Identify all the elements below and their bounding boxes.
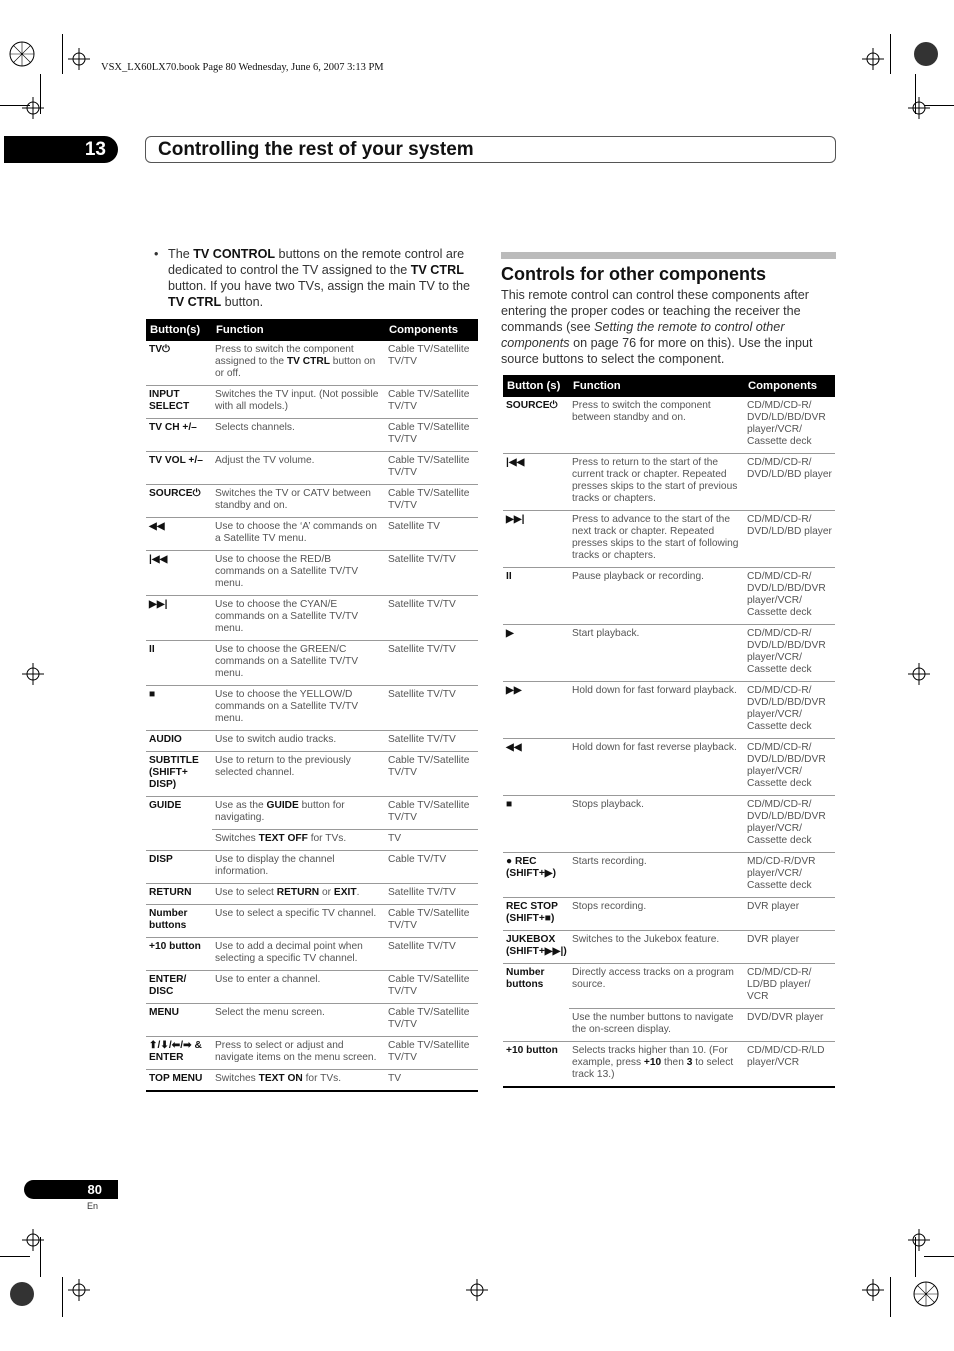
table-row bbox=[146, 905, 478, 938]
button-cell: TV⏻ bbox=[146, 341, 212, 386]
table-row bbox=[503, 625, 835, 682]
col-header: Button(s) bbox=[146, 319, 212, 341]
function-cell: Use as the GUIDE button for navigating. bbox=[212, 797, 385, 830]
intro-paragraph: • The TV CONTROL buttons on the remote control are dedicated to control the TV assigned to the TV CTRL button. If you have two TVs, assign the main TV to the TV CTRL button. bbox=[154, 247, 470, 309]
function-cell: Selects channels. bbox=[212, 419, 385, 452]
function-cell: Stops recording. bbox=[569, 898, 744, 931]
function-cell: Hold down for fast reverse playback. bbox=[569, 739, 744, 796]
crosshair-icon bbox=[466, 1279, 488, 1301]
button-cell: DISP bbox=[146, 851, 212, 884]
bullet: • bbox=[154, 247, 159, 261]
function-cell: Hold down for fast forward playback. bbox=[569, 682, 744, 739]
table-row bbox=[503, 898, 835, 931]
button-cell: |◀◀ bbox=[503, 454, 569, 511]
col-header: Components bbox=[385, 319, 478, 341]
registration-mark-icon bbox=[912, 40, 940, 68]
section-heading: Controls for other components bbox=[501, 264, 766, 284]
registration-mark-icon bbox=[912, 1280, 940, 1308]
table-row bbox=[146, 971, 478, 1004]
function-cell: Use the number buttons to navigate the on-screen display. bbox=[569, 1009, 744, 1042]
crosshair-icon bbox=[22, 97, 44, 119]
button-cell: MENU bbox=[146, 1004, 212, 1037]
components-cell: Satellite TV/TV bbox=[385, 686, 478, 731]
function-cell: Press to switch the component assigned to the TV CTRL button on or off. bbox=[212, 341, 385, 386]
components-cell: Satellite TV bbox=[385, 518, 478, 551]
table-row bbox=[146, 938, 478, 971]
table-row bbox=[146, 551, 478, 596]
button-cell: II bbox=[503, 568, 569, 625]
components-cell: Satellite TV/TV bbox=[385, 551, 478, 596]
components-cell: Satellite TV/TV bbox=[385, 731, 478, 752]
button-cell: ▶▶| bbox=[146, 596, 212, 641]
crosshair-icon bbox=[862, 1279, 884, 1301]
components-cell: CD/MD/CD-R/ DVD/LD/BD/DVR player/VCR/ Cassette deck bbox=[744, 682, 835, 739]
function-cell: Use to choose the RED/B commands on a Satellite TV/TV menu. bbox=[212, 551, 385, 596]
table-row bbox=[146, 419, 478, 452]
function-cell: Select the menu screen. bbox=[212, 1004, 385, 1037]
col-header: Function bbox=[569, 375, 744, 397]
table-row bbox=[146, 641, 478, 686]
table-row bbox=[503, 682, 835, 739]
table-row bbox=[146, 596, 478, 641]
table-row bbox=[146, 851, 478, 884]
registration-mark-icon bbox=[8, 1280, 36, 1308]
function-cell: Use to switch audio tracks. bbox=[212, 731, 385, 752]
table-row bbox=[146, 341, 478, 386]
components-cell: TV bbox=[385, 830, 478, 851]
components-cell: Cable TV/Satellite TV/TV bbox=[385, 485, 478, 518]
function-cell: Press to return to the start of the current track or chapter. Repeated presses skips to the start of previous tracks or chapters. bbox=[569, 454, 744, 511]
button-cell: ● REC (SHIFT+▶) bbox=[503, 853, 569, 898]
button-cell: ▶▶ bbox=[503, 682, 569, 739]
components-cell: Satellite TV/TV bbox=[385, 884, 478, 905]
button-cell: JUKEBOX (SHIFT+▶▶|) bbox=[503, 931, 569, 964]
crosshair-icon bbox=[908, 97, 930, 119]
components-cell: Cable TV/Satellite TV/TV bbox=[385, 341, 478, 386]
table-row bbox=[146, 1004, 478, 1037]
function-cell: Directly access tracks on a program source. bbox=[569, 964, 744, 1009]
button-cell: ▶ bbox=[503, 625, 569, 682]
col-header: Components bbox=[744, 375, 835, 397]
col-header: Button (s) bbox=[503, 375, 569, 397]
components-cell: CD/MD/CD-R/ DVD/LD/BD/DVR player/VCR/ Cassette deck bbox=[744, 739, 835, 796]
function-cell: Switches TEXT ON for TVs. bbox=[212, 1070, 385, 1092]
button-cell: ■ bbox=[503, 796, 569, 853]
function-cell: Switches to the Jukebox feature. bbox=[569, 931, 744, 964]
table-row bbox=[146, 386, 478, 419]
function-cell: Press to switch the component between standby and on. bbox=[569, 397, 744, 454]
components-cell: DVR player bbox=[744, 898, 835, 931]
table-row bbox=[146, 797, 478, 830]
button-cell: ⬆/⬇/⬅/➡ & ENTER bbox=[146, 1037, 212, 1070]
components-cell: Cable TV/Satellite TV/TV bbox=[385, 386, 478, 419]
components-cell: TV bbox=[385, 1070, 478, 1092]
function-cell: Use to choose the GREEN/C commands on a Satellite TV/TV menu. bbox=[212, 641, 385, 686]
button-cell: ENTER/ DISC bbox=[146, 971, 212, 1004]
components-cell: Satellite TV/TV bbox=[385, 938, 478, 971]
function-cell: Pause playback or recording. bbox=[569, 568, 744, 625]
col-header: Function bbox=[212, 319, 385, 341]
table-row bbox=[146, 731, 478, 752]
button-cell: Number buttons bbox=[503, 964, 569, 1042]
components-cell: Cable TV/Satellite TV/TV bbox=[385, 1004, 478, 1037]
crosshair-icon bbox=[862, 48, 884, 70]
table-row bbox=[503, 796, 835, 853]
button-cell: +10 button bbox=[146, 938, 212, 971]
components-cell: Cable TV/Satellite TV/TV bbox=[385, 752, 478, 797]
function-cell: Press to select or adjust and navigate items on the menu screen. bbox=[212, 1037, 385, 1070]
table-row bbox=[146, 1037, 478, 1070]
button-cell: ◀◀ bbox=[146, 518, 212, 551]
table-row bbox=[503, 1042, 835, 1088]
button-cell: AUDIO bbox=[146, 731, 212, 752]
crosshair-icon bbox=[22, 663, 44, 685]
components-cell: CD/MD/CD-R/LD player/VCR bbox=[744, 1042, 835, 1088]
components-cell: Cable TV/Satellite TV/TV bbox=[385, 1037, 478, 1070]
components-cell: Cable TV/Satellite TV/TV bbox=[385, 419, 478, 452]
function-cell: Use to choose the CYAN/E commands on a Satellite TV/TV menu. bbox=[212, 596, 385, 641]
table-row bbox=[503, 454, 835, 511]
table-row bbox=[503, 931, 835, 964]
section-paragraph: This remote control can control these components after entering the proper codes or teaching the receiver the commands (see Setting the remote to control other components on page 76 for more on this). Use the input source buttons to select the component. bbox=[501, 288, 813, 366]
function-cell: Press to advance to the start of the next track or chapter. Repeated presses skips to the start of following tracks or chapters. bbox=[569, 511, 744, 568]
function-cell: Use to enter a channel. bbox=[212, 971, 385, 1004]
crosshair-icon bbox=[908, 663, 930, 685]
table-row bbox=[503, 853, 835, 898]
function-cell: Switches TEXT OFF for TVs. bbox=[212, 830, 385, 851]
file-meta-line: VSX_LX60LX70.book Page 80 Wednesday, June 6, 2007 3:13 PM bbox=[101, 62, 384, 73]
components-cell: CD/MD/CD-R/ DVD/LD/BD/DVR player/VCR/ Cassette deck bbox=[744, 568, 835, 625]
button-cell: |◀◀ bbox=[146, 551, 212, 596]
function-cell: Use to add a decimal point when selecting a specific TV channel. bbox=[212, 938, 385, 971]
table-body bbox=[146, 341, 478, 1091]
function-cell: Use to choose the YELLOW/D commands on a Satellite TV/TV menu. bbox=[212, 686, 385, 731]
components-cell: CD/MD/CD-R/ DVD/LD/BD/DVR player/VCR/ Cassette deck bbox=[744, 796, 835, 853]
components-cell: Satellite TV/TV bbox=[385, 641, 478, 686]
function-cell: Use to select RETURN or EXIT. bbox=[212, 884, 385, 905]
components-cell: Cable TV/Satellite TV/TV bbox=[385, 905, 478, 938]
function-cell: Selects tracks higher than 10. (For example, press +10 then 3 to select track 13.) bbox=[569, 1042, 744, 1088]
button-cell: RETURN bbox=[146, 884, 212, 905]
components-cell: Cable TV/Satellite TV/TV bbox=[385, 797, 478, 830]
table-row bbox=[503, 397, 835, 454]
button-cell: SUBTITLE (SHIFT+ DISP) bbox=[146, 752, 212, 797]
table-row bbox=[146, 884, 478, 905]
components-cell: Cable TV/Satellite TV/TV bbox=[385, 452, 478, 485]
function-cell: Stops playback. bbox=[569, 796, 744, 853]
table-row bbox=[146, 452, 478, 485]
registration-mark-icon bbox=[8, 40, 36, 68]
chapter-title: Controlling the rest of your system bbox=[145, 136, 836, 163]
button-cell: SOURCE⏻ bbox=[146, 485, 212, 518]
function-cell: Use to choose the ‘A’ commands on a Satellite TV menu. bbox=[212, 518, 385, 551]
components-cell: Cable TV/TV bbox=[385, 851, 478, 884]
function-cell: Starts recording. bbox=[569, 853, 744, 898]
function-cell: Use to select a specific TV channel. bbox=[212, 905, 385, 938]
function-cell: Adjust the TV volume. bbox=[212, 452, 385, 485]
table-row bbox=[503, 964, 835, 1009]
table-row bbox=[146, 485, 478, 518]
button-cell: ◀◀ bbox=[503, 739, 569, 796]
components-cell: DVD/DVR player bbox=[744, 1009, 835, 1042]
table-row bbox=[146, 752, 478, 797]
button-cell: TV CH +/– bbox=[146, 419, 212, 452]
components-cell: CD/MD/CD-R/ DVD/LD/BD player bbox=[744, 454, 835, 511]
button-cell: TOP MENU bbox=[146, 1070, 212, 1092]
table-row bbox=[503, 739, 835, 796]
function-cell: Start playback. bbox=[569, 625, 744, 682]
crosshair-icon bbox=[908, 1229, 930, 1251]
button-cell: ■ bbox=[146, 686, 212, 731]
crosshair-icon bbox=[22, 1229, 44, 1251]
crosshair-icon bbox=[68, 48, 90, 70]
button-cell: +10 button bbox=[503, 1042, 569, 1088]
button-cell: II bbox=[146, 641, 212, 686]
components-cell: CD/MD/CD-R/ LD/BD player/ VCR bbox=[744, 964, 835, 1009]
function-cell: Switches the TV or CATV between standby and on. bbox=[212, 485, 385, 518]
components-cell: Cable TV/Satellite TV/TV bbox=[385, 971, 478, 1004]
section-bar bbox=[501, 252, 836, 259]
tv-control-table bbox=[146, 319, 478, 1092]
table-row bbox=[146, 518, 478, 551]
table-row bbox=[503, 511, 835, 568]
page-number: 80 bbox=[24, 1180, 118, 1199]
button-cell: SOURCE⏻ bbox=[503, 397, 569, 454]
table-row bbox=[146, 686, 478, 731]
button-cell: REC STOP (SHIFT+■) bbox=[503, 898, 569, 931]
components-cell: Satellite TV/TV bbox=[385, 596, 478, 641]
button-cell: Number buttons bbox=[146, 905, 212, 938]
components-cell: MD/CD-R/DVR player/VCR/ Cassette deck bbox=[744, 853, 835, 898]
components-cell: CD/MD/CD-R/ DVD/LD/BD/DVR player/VCR/ Cassette deck bbox=[744, 625, 835, 682]
function-cell: Use to display the channel information. bbox=[212, 851, 385, 884]
chapter-number: 13 bbox=[4, 136, 118, 163]
components-cell: CD/MD/CD-R/ DVD/LD/BD/DVR player/VCR/ Cassette deck bbox=[744, 397, 835, 454]
components-cell: DVR player bbox=[744, 931, 835, 964]
table-row bbox=[146, 1070, 478, 1092]
components-cell: CD/MD/CD-R/ DVD/LD/BD player bbox=[744, 511, 835, 568]
button-cell: ▶▶| bbox=[503, 511, 569, 568]
table-row bbox=[503, 568, 835, 625]
function-cell: Use to return to the previously selected channel. bbox=[212, 752, 385, 797]
button-cell: INPUT SELECT bbox=[146, 386, 212, 419]
crosshair-icon bbox=[68, 1279, 90, 1301]
page-language: En bbox=[87, 1201, 99, 1211]
other-components-table bbox=[503, 375, 835, 1088]
table-body bbox=[503, 397, 835, 1087]
button-cell: TV VOL +/– bbox=[146, 452, 212, 485]
button-cell: GUIDE bbox=[146, 797, 212, 851]
function-cell: Switches the TV input. (Not possible with all models.) bbox=[212, 386, 385, 419]
